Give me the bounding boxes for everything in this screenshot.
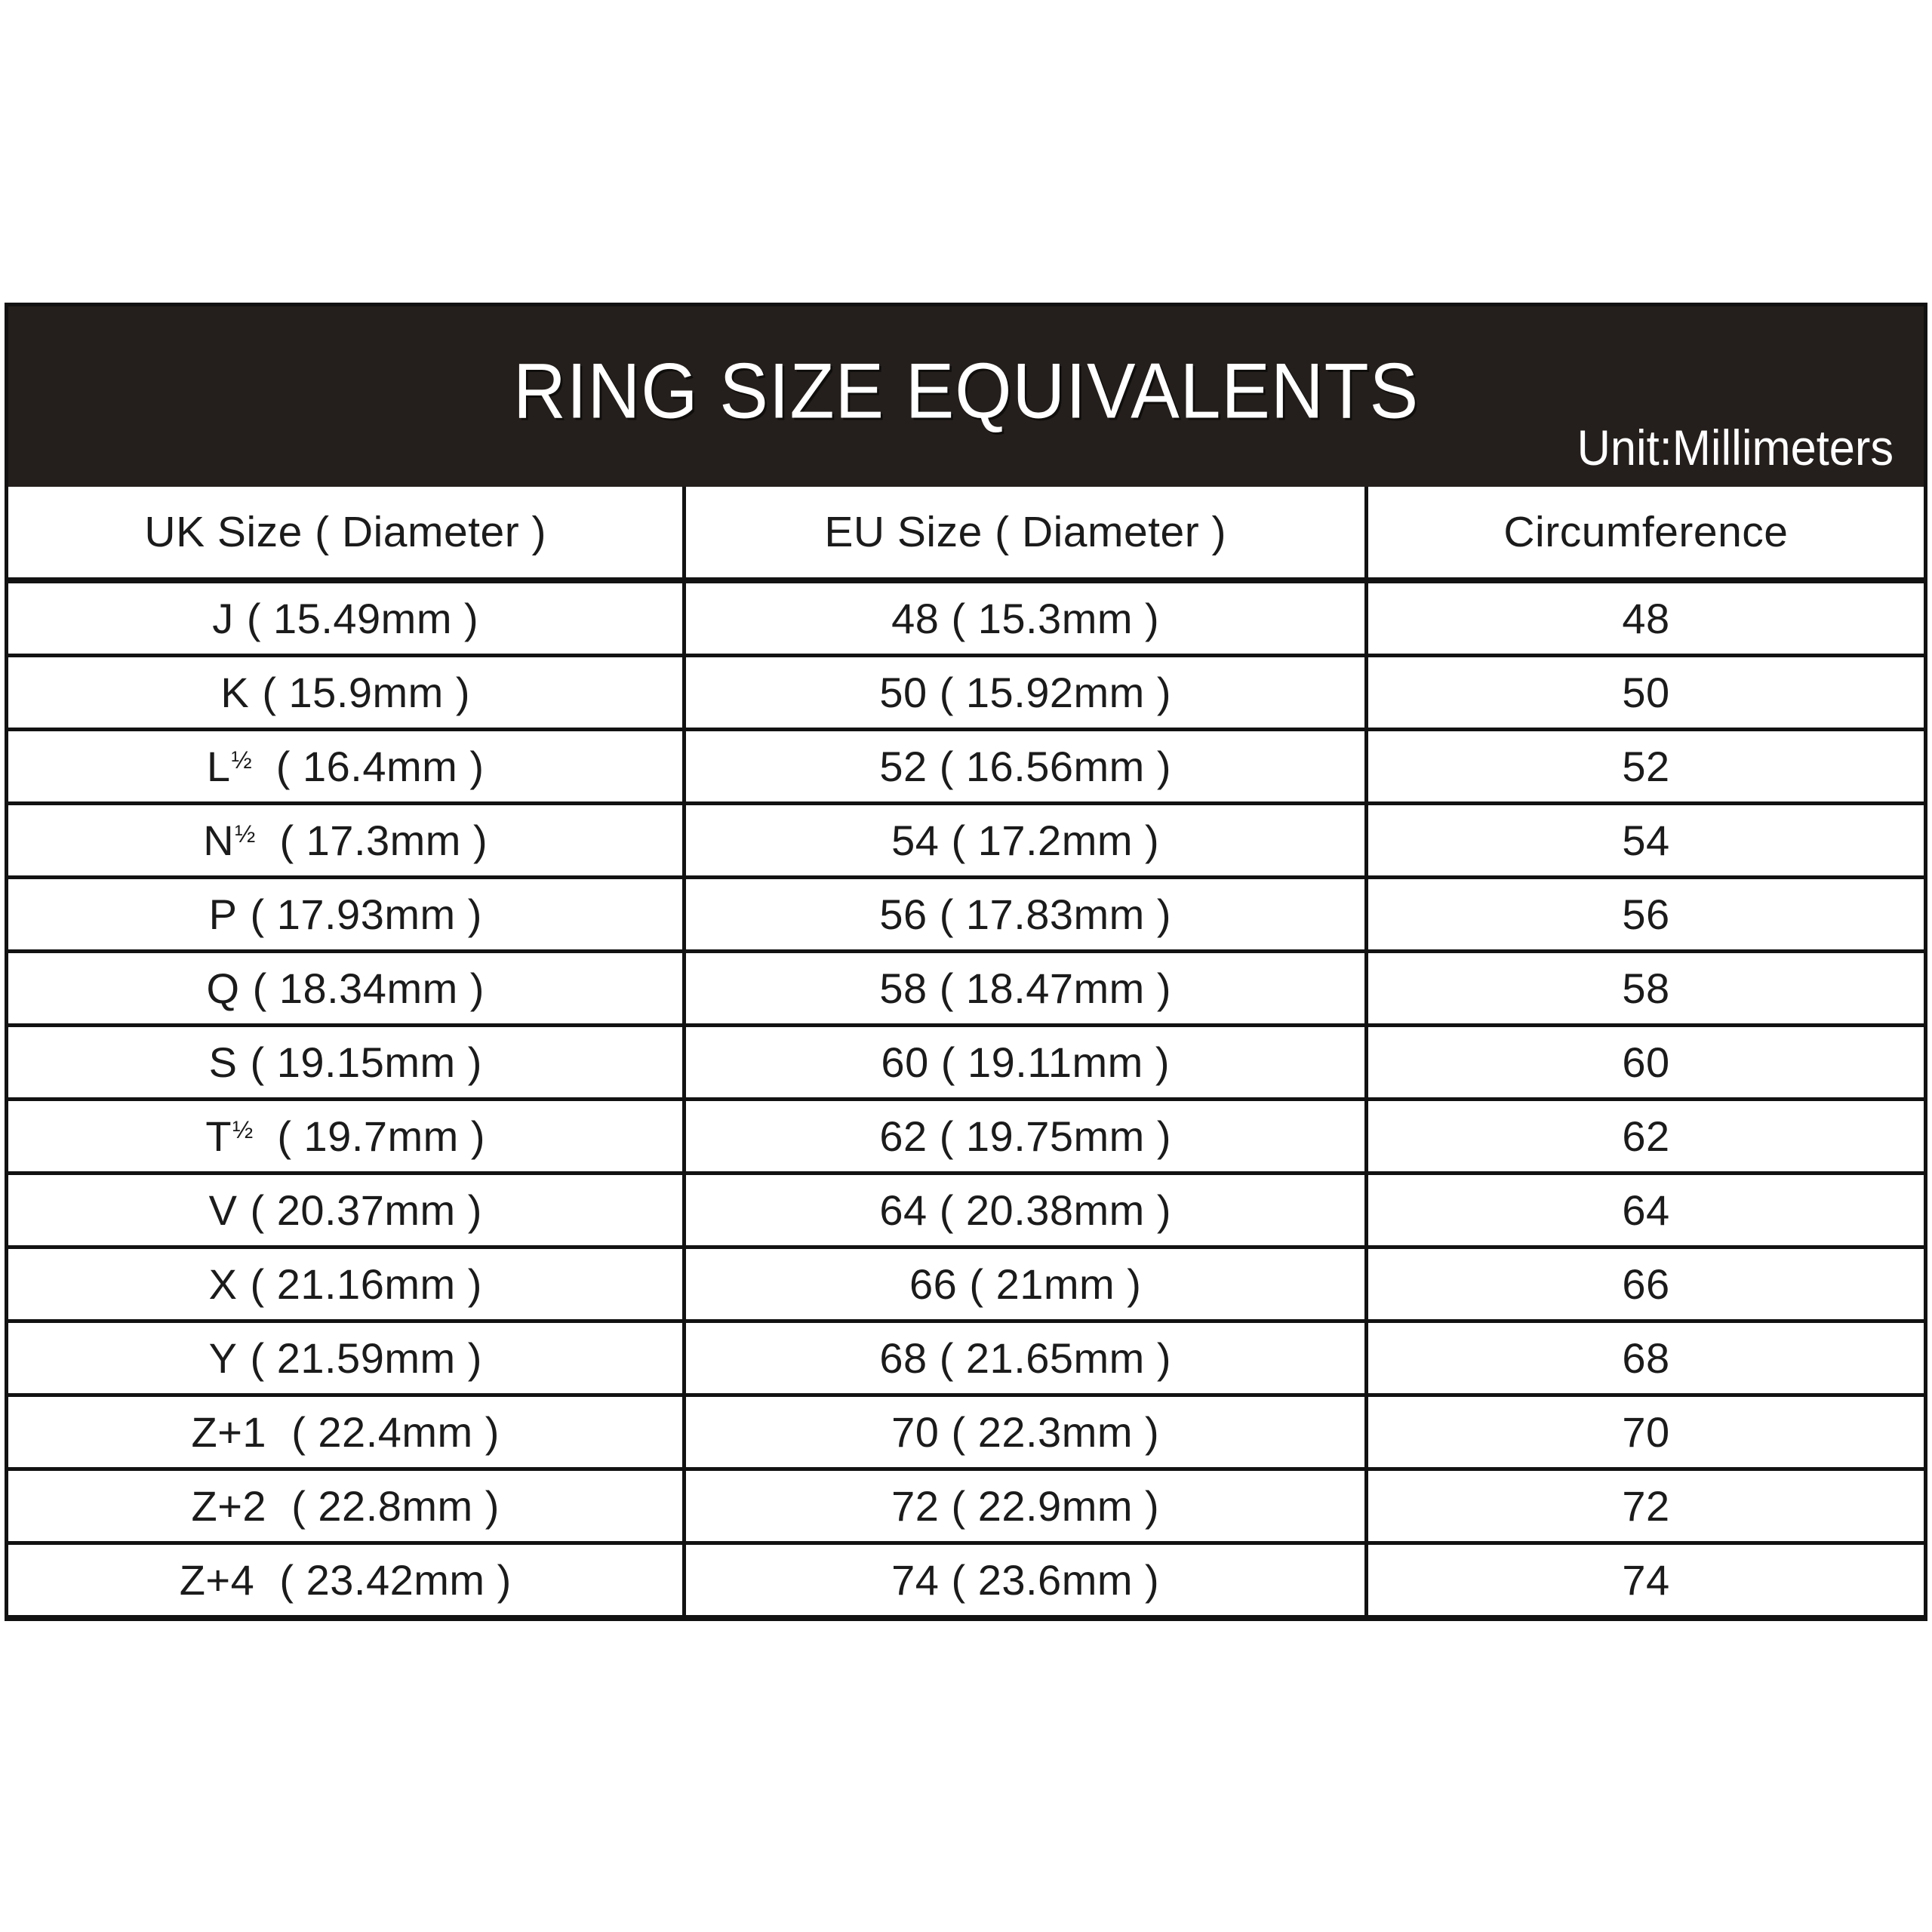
eu-size-cell xyxy=(686,805,1368,875)
uk-size-value: Z+1 ( 22.4mm ) xyxy=(191,1408,500,1456)
table-header-row xyxy=(8,487,1924,583)
eu-size-cell xyxy=(686,1101,1368,1171)
uk-size-cell xyxy=(8,953,686,1023)
eu-size-cell xyxy=(686,1471,1368,1541)
uk-size-value: $N^{\frac{1}{2}}$ ( 17.3mm ) xyxy=(203,817,488,864)
eu-size-cell xyxy=(686,731,1368,801)
eu-size-value: 74 ( 23.6mm ) xyxy=(891,1556,1160,1604)
circumference-value: 50 xyxy=(1622,669,1670,716)
eu-size-value: 50 ( 15.92mm ) xyxy=(879,669,1172,716)
circumference-cell xyxy=(1368,657,1924,728)
uk-size-value: P ( 17.93mm ) xyxy=(208,891,482,938)
circumference-cell xyxy=(1368,1249,1924,1319)
circumference-cell xyxy=(1368,805,1924,875)
eu-size-value: 56 ( 17.83mm ) xyxy=(879,891,1172,938)
table-row xyxy=(8,1027,1924,1101)
eu-size-cell xyxy=(686,583,1368,654)
eu-size-value: 72 ( 22.9mm ) xyxy=(891,1482,1160,1530)
circumference-value: 54 xyxy=(1622,817,1670,864)
eu-size-cell xyxy=(686,1175,1368,1245)
eu-size-value: 60 ( 19.11mm ) xyxy=(881,1038,1170,1086)
eu-size-value: 64 ( 20.38mm ) xyxy=(879,1186,1172,1234)
table-row xyxy=(8,1175,1924,1249)
circumference-cell xyxy=(1368,1545,1924,1615)
circumference-value: 60 xyxy=(1622,1038,1670,1086)
circumference-value: 66 xyxy=(1622,1260,1670,1308)
uk-size-value: Z+4 ( 23.42mm ) xyxy=(179,1556,512,1604)
eu-size-value: 62 ( 19.75mm ) xyxy=(879,1112,1172,1160)
eu-size-cell xyxy=(686,1249,1368,1319)
column-header-circumference xyxy=(1368,487,1924,577)
column-header-eu-size-label: EU Size ( Diameter ) xyxy=(824,508,1226,556)
uk-size-cell xyxy=(8,879,686,949)
circumference-value: 72 xyxy=(1622,1482,1670,1530)
uk-size-value: Y ( 21.59mm ) xyxy=(208,1334,482,1382)
table-row xyxy=(8,1323,1924,1397)
eu-size-value: 68 ( 21.65mm ) xyxy=(879,1334,1172,1382)
uk-size-cell xyxy=(8,1545,686,1615)
eu-size-cell xyxy=(686,1323,1368,1393)
unit-label: Unit:Millimeters xyxy=(1577,420,1894,475)
circumference-cell xyxy=(1368,1471,1924,1541)
eu-size-cell xyxy=(686,1027,1368,1097)
uk-size-cell xyxy=(8,1101,686,1171)
ring-size-chart xyxy=(5,303,1927,1621)
uk-size-cell xyxy=(8,583,686,654)
uk-size-value: S ( 19.15mm ) xyxy=(208,1038,482,1086)
uk-size-cell xyxy=(8,1249,686,1319)
column-header-circumference-label: Circumference xyxy=(1503,508,1789,556)
circumference-cell xyxy=(1368,731,1924,801)
table-row xyxy=(8,1471,1924,1545)
uk-size-value: $L^{\frac{1}{2}}$ ( 16.4mm ) xyxy=(206,743,485,790)
eu-size-cell xyxy=(686,953,1368,1023)
eu-size-value: 58 ( 18.47mm ) xyxy=(879,964,1172,1012)
eu-size-value: 54 ( 17.2mm ) xyxy=(891,817,1160,864)
table-row xyxy=(8,1101,1924,1175)
uk-size-value: X ( 21.16mm ) xyxy=(208,1260,482,1308)
uk-size-value: J ( 15.49mm ) xyxy=(212,595,479,642)
circumference-value: 62 xyxy=(1622,1112,1670,1160)
table-row xyxy=(8,657,1924,731)
eu-size-value: 70 ( 22.3mm ) xyxy=(891,1408,1160,1456)
uk-size-cell xyxy=(8,1471,686,1541)
circumference-cell xyxy=(1368,1175,1924,1245)
circumference-value: 70 xyxy=(1622,1408,1670,1456)
table-row xyxy=(8,731,1924,805)
eu-size-cell xyxy=(686,1545,1368,1615)
uk-size-value: Z+2 ( 22.8mm ) xyxy=(191,1482,500,1530)
table-row xyxy=(8,879,1924,953)
uk-size-cell xyxy=(8,731,686,801)
circumference-cell xyxy=(1368,1397,1924,1467)
circumference-cell xyxy=(1368,1323,1924,1393)
table-row xyxy=(8,1397,1924,1471)
circumference-cell xyxy=(1368,1101,1924,1171)
circumference-value: 68 xyxy=(1622,1334,1670,1382)
eu-size-cell xyxy=(686,879,1368,949)
circumference-value: 48 xyxy=(1622,595,1670,642)
uk-size-cell xyxy=(8,1175,686,1245)
table-row xyxy=(8,1249,1924,1323)
uk-size-cell xyxy=(8,805,686,875)
eu-size-value: 48 ( 15.3mm ) xyxy=(891,595,1160,642)
circumference-cell xyxy=(1368,953,1924,1023)
table-row xyxy=(8,805,1924,879)
circumference-cell xyxy=(1368,1027,1924,1097)
column-header-eu-size xyxy=(686,487,1368,577)
title-bar xyxy=(8,306,1924,487)
circumference-value: 58 xyxy=(1622,964,1670,1012)
uk-size-value: K ( 15.9mm ) xyxy=(220,669,471,716)
eu-size-value: 66 ( 21mm ) xyxy=(909,1260,1142,1308)
circumference-cell xyxy=(1368,583,1924,654)
page-title: RING SIZE EQUIVALENTS xyxy=(512,346,1420,435)
circumference-value: 64 xyxy=(1622,1186,1670,1234)
uk-size-cell xyxy=(8,1323,686,1393)
uk-size-value: $T^{\frac{1}{2}}$ ( 19.7mm ) xyxy=(205,1112,486,1160)
uk-size-cell xyxy=(8,1027,686,1097)
eu-size-cell xyxy=(686,1397,1368,1467)
circumference-value: 52 xyxy=(1622,743,1670,790)
table-row xyxy=(8,583,1924,657)
uk-size-value: V ( 20.37mm ) xyxy=(208,1186,482,1234)
uk-size-cell xyxy=(8,657,686,728)
column-header-uk-size-label: UK Size ( Diameter ) xyxy=(144,508,547,556)
circumference-value: 74 xyxy=(1622,1556,1670,1604)
table-row xyxy=(8,953,1924,1027)
uk-size-cell xyxy=(8,1397,686,1467)
table-row xyxy=(8,1545,1924,1615)
eu-size-value: 52 ( 16.56mm ) xyxy=(879,743,1172,790)
eu-size-cell xyxy=(686,657,1368,728)
uk-size-value: Q ( 18.34mm ) xyxy=(206,964,485,1012)
circumference-value: 56 xyxy=(1622,891,1670,938)
column-header-uk-size xyxy=(8,487,686,577)
circumference-cell xyxy=(1368,879,1924,949)
